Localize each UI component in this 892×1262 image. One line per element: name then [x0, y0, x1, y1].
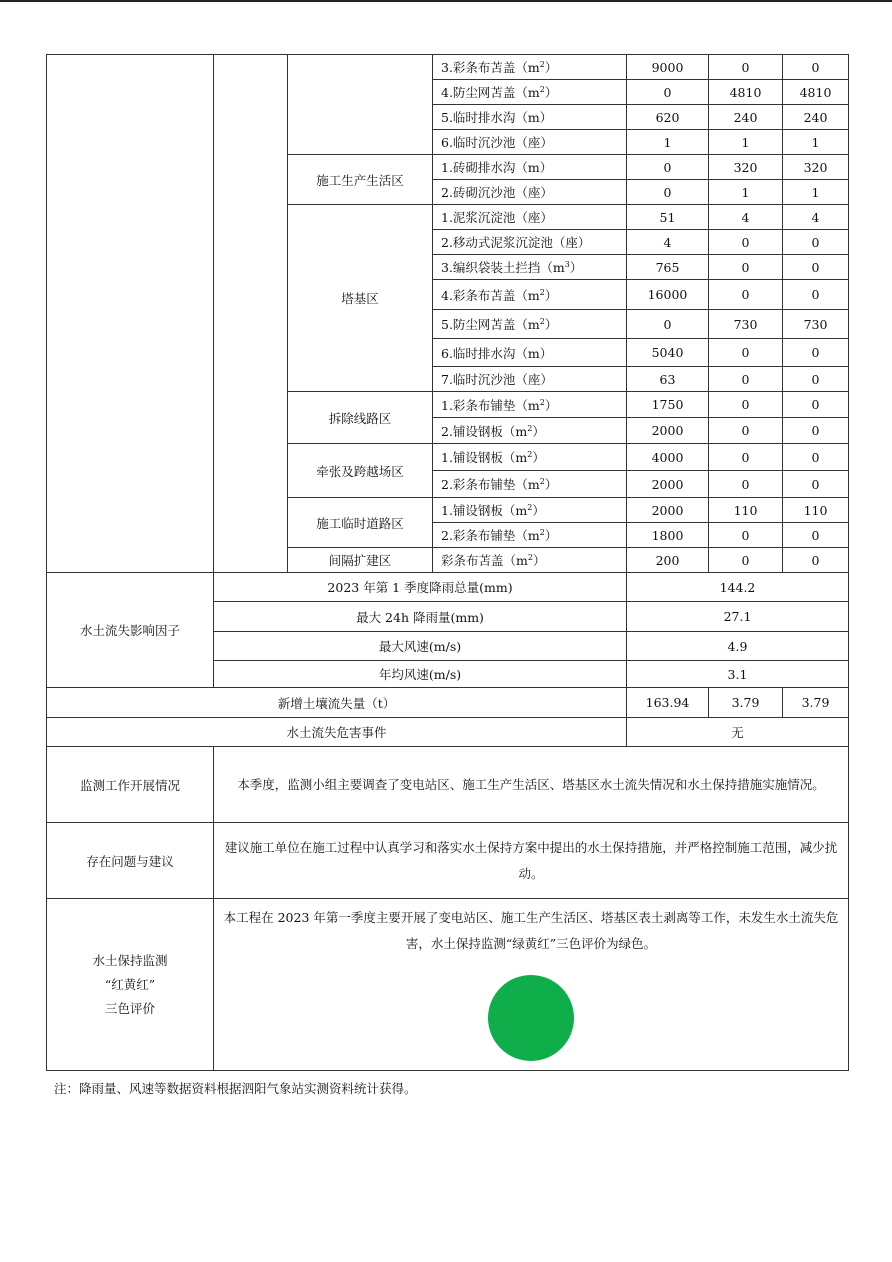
- measure-name: 2.移动式泥浆沉淀池（座）: [433, 230, 627, 255]
- measure-value: 320: [709, 155, 783, 180]
- factor-value: 27.1: [627, 602, 849, 632]
- evaluation-text: 本工程在 2023 年第一季度主要开展了变电站区、施工生产生活区、塔基区表土剥离等工作，未发生水土流失危害，水土保持监测“绿黄红”三色评价为绿色。: [223, 910, 839, 951]
- evaluation-row: [47, 899, 849, 1071]
- measure-value: 4810: [709, 80, 783, 105]
- measure-value: 9000: [627, 55, 709, 80]
- measure-value: 1: [709, 130, 783, 155]
- measure-name: 2.砖砌沉沙池（座）: [433, 180, 627, 205]
- measure-value: 730: [783, 310, 849, 339]
- area-cell: 牵张及跨越场区: [288, 444, 433, 498]
- measure-name: 1.砖砌排水沟（m）: [433, 155, 627, 180]
- measure-value: 0: [709, 55, 783, 80]
- factor-row: [47, 573, 849, 602]
- measure-value: 0: [783, 392, 849, 418]
- measure-value: 0: [783, 444, 849, 471]
- soil-loss-value: 163.94: [627, 688, 709, 718]
- measure-name: 1.铺设钢板$(m^2)$: [433, 444, 627, 471]
- factor-value: 144.2: [627, 573, 849, 602]
- factors-label: 水土流失影响因子: [47, 573, 214, 688]
- measure-value: 0: [627, 180, 709, 205]
- measure-value: 0: [783, 280, 849, 310]
- measure-value: 0: [783, 471, 849, 498]
- monitoring-text: 本季度，监测小组主要调查了变电站区、施工生产生活区、塔基区水土流失情况和水土保持措施实施情况。: [214, 747, 849, 823]
- measure-value: 0: [709, 471, 783, 498]
- area-cell: 拆除线路区: [288, 392, 433, 444]
- measure-value: 1: [783, 130, 849, 155]
- green-rating-icon: [488, 975, 574, 1061]
- monitoring-table: [46, 54, 849, 1071]
- evaluation-cell: [214, 899, 849, 1071]
- measure-value: 5040: [627, 339, 709, 367]
- measure-value: 110: [783, 498, 849, 523]
- measure-value: 0: [709, 392, 783, 418]
- measure-name: 3.编织袋装土拦挡$(m^3)$: [433, 255, 627, 280]
- factor-value: 4.9: [627, 632, 849, 661]
- measure-value: 0: [709, 444, 783, 471]
- measure-value: 0: [709, 339, 783, 367]
- measure-value: 0: [709, 280, 783, 310]
- measure-value: 2000: [627, 471, 709, 498]
- issues-row: [47, 823, 849, 899]
- measure-value: 0: [783, 367, 849, 392]
- measure-value: 620: [627, 105, 709, 130]
- area-cell: 施工临时道路区: [288, 498, 433, 548]
- measure-value: 4810: [783, 80, 849, 105]
- measure-value: 0: [709, 548, 783, 573]
- measure-name: 4.防尘网苫盖$(m^2)$: [433, 80, 627, 105]
- measure-value: 0: [627, 310, 709, 339]
- measure-value: 0: [709, 418, 783, 444]
- evaluation-label: [47, 899, 214, 1071]
- measure-value: 0: [783, 523, 849, 548]
- measure-name: 2.彩条布铺垫$(m^2)$: [433, 471, 627, 498]
- measure-value: 0: [709, 255, 783, 280]
- measure-value: 0: [709, 230, 783, 255]
- soil-loss-value: 3.79: [783, 688, 849, 718]
- measure-value: 0: [783, 230, 849, 255]
- measure-value: 0: [627, 80, 709, 105]
- measure-value: 240: [709, 105, 783, 130]
- issues-text: 建议施工单位在施工过程中认真学习和落实水土保持方案中提出的水土保持措施，并严格控制施工范围，减少扰动。: [214, 823, 849, 899]
- measure-name: 3.彩条布苫盖$(m^2)$: [433, 55, 627, 80]
- issues-label: 存在问题与建议: [47, 823, 214, 899]
- measure-value: 1800: [627, 523, 709, 548]
- measure-name: 5.临时排水沟（m）: [433, 105, 627, 130]
- measure-value: 0: [783, 55, 849, 80]
- measure-value: 1: [783, 180, 849, 205]
- measure-value: 1: [627, 130, 709, 155]
- evaluation-label-line: 水土保持监测: [92, 952, 168, 968]
- blank-cell: [214, 55, 288, 573]
- measure-name: 4.彩条布苫盖$(m^2)$: [433, 280, 627, 310]
- evaluation-label-line: 三色评价: [104, 1000, 155, 1016]
- measure-name: 1.铺设钢板$(m^2)$: [433, 498, 627, 523]
- area-cell: 间隔扩建区: [288, 548, 433, 573]
- measure-value: 0: [783, 548, 849, 573]
- blank-cell: [47, 55, 214, 573]
- measure-name: 6.临时沉沙池（座）: [433, 130, 627, 155]
- hazard-label: 水土流失危害事件: [47, 718, 627, 747]
- measure-value: 0: [783, 418, 849, 444]
- measure-value: 320: [783, 155, 849, 180]
- soil-loss-row: [47, 688, 849, 718]
- measure-value: 4: [709, 205, 783, 230]
- measure-name: 7.临时沉沙池（座）: [433, 367, 627, 392]
- page-top-border: [0, 0, 892, 2]
- measure-value: 0: [627, 155, 709, 180]
- measure-value: 2000: [627, 498, 709, 523]
- hazard-row: [47, 718, 849, 747]
- measure-name: 2.彩条布铺垫$(m^2)$: [433, 523, 627, 548]
- measure-value: 0: [709, 523, 783, 548]
- hazard-value: 无: [627, 718, 849, 747]
- measure-value: 240: [783, 105, 849, 130]
- measure-value: 765: [627, 255, 709, 280]
- measure-name: 1.彩条布铺垫$(m^2)$: [433, 392, 627, 418]
- factor-value: 3.1: [627, 661, 849, 688]
- monitoring-row: [47, 747, 849, 823]
- area-cell: 塔基区: [288, 205, 433, 392]
- measure-name: 1.泥浆沉淀池（座）: [433, 205, 627, 230]
- measures-section: [47, 55, 849, 573]
- measure-value: 51: [627, 205, 709, 230]
- footnote: 注：降雨量、风速等数据资料根据泗阳气象站实测资料统计获得。: [54, 1081, 417, 1096]
- soil-loss-label: 新增土壤流失量（t）: [47, 688, 627, 718]
- area-cell: [288, 55, 433, 155]
- measure-value: 200: [627, 548, 709, 573]
- measure-value: 2000: [627, 418, 709, 444]
- monitoring-label: 监测工作开展情况: [47, 747, 214, 823]
- factor-name: 2023 年第 1 季度降雨总量(mm): [214, 573, 627, 602]
- measure-row: [47, 55, 849, 80]
- measure-value: 63: [627, 367, 709, 392]
- measure-name: 2.铺设钢板$(m^2)$: [433, 418, 627, 444]
- measure-value: 1750: [627, 392, 709, 418]
- evaluation-label-line: “红黄红”: [104, 976, 156, 992]
- soil-loss-value: 3.79: [709, 688, 783, 718]
- measure-name: 5.防尘网苫盖$(m^2)$: [433, 310, 627, 339]
- measure-value: 0: [783, 339, 849, 367]
- measure-value: 1: [709, 180, 783, 205]
- measure-value: 110: [709, 498, 783, 523]
- measure-name: 彩条布苫盖$(m^2)$: [433, 548, 627, 573]
- measure-value: 4: [627, 230, 709, 255]
- factor-name: 最大风速(m/s): [214, 632, 627, 661]
- area-cell: 施工生产生活区: [288, 155, 433, 205]
- measure-value: 0: [709, 367, 783, 392]
- measure-value: 4000: [627, 444, 709, 471]
- measure-value: 4: [783, 205, 849, 230]
- measure-value: 16000: [627, 280, 709, 310]
- measure-name: 6.临时排水沟（m）: [433, 339, 627, 367]
- factor-name: 最大 24h 降雨量(mm): [214, 602, 627, 632]
- measure-value: 730: [709, 310, 783, 339]
- summary-section: [47, 573, 849, 1071]
- factor-name: 年均风速(m/s): [214, 661, 627, 688]
- measure-value: 0: [783, 255, 849, 280]
